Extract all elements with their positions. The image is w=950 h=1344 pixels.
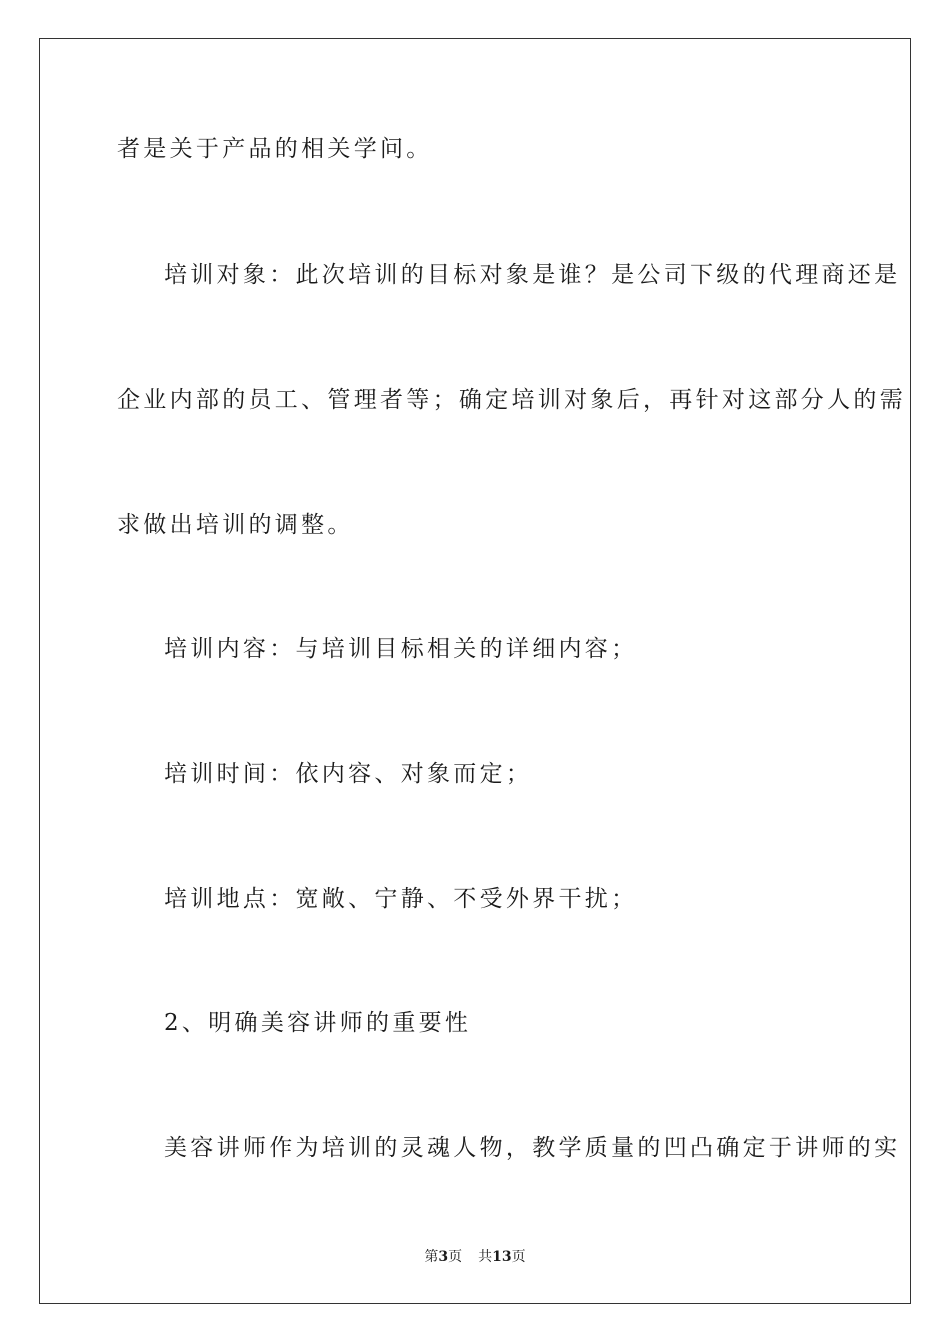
page-frame [39,38,911,1304]
footer-total-suffix: 页 [511,1249,526,1265]
paragraph-line-5: 培训内容：与培训目标相关的详细内容； [164,636,638,662]
page-footer [0,1247,950,1267]
footer-page-suffix: 页 [448,1249,463,1265]
footer-total-prefix: 共 [478,1249,493,1265]
section-heading: 2、明确美容讲师的重要性 [164,1010,472,1036]
paragraph-line-7: 培训地点：宽敞、宁静、不受外界干扰； [164,886,638,912]
paragraph-line-6: 培训时间：依内容、对象而定； [164,761,533,787]
footer-page-prefix: 第 [424,1249,439,1265]
footer-page-number: 3 [438,1249,449,1265]
paragraph-line-4: 求做出培训的调整。 [117,512,354,538]
footer-total-pages: 13 [492,1249,512,1265]
paragraph-line-9: 美容讲师作为培训的灵魂人物，教学质量的凹凸确定于讲师的实 [164,1135,901,1161]
paragraph-line-2: 培训对象：此次培训的目标对象是谁？是公司下级的代理商还是 [164,262,901,288]
paragraph-line-1: 者是关于产品的相关学问。 [117,136,433,162]
paragraph-line-3: 企业内部的员工、管理者等；确定培训对象后，再针对这部分人的需 [117,387,906,413]
